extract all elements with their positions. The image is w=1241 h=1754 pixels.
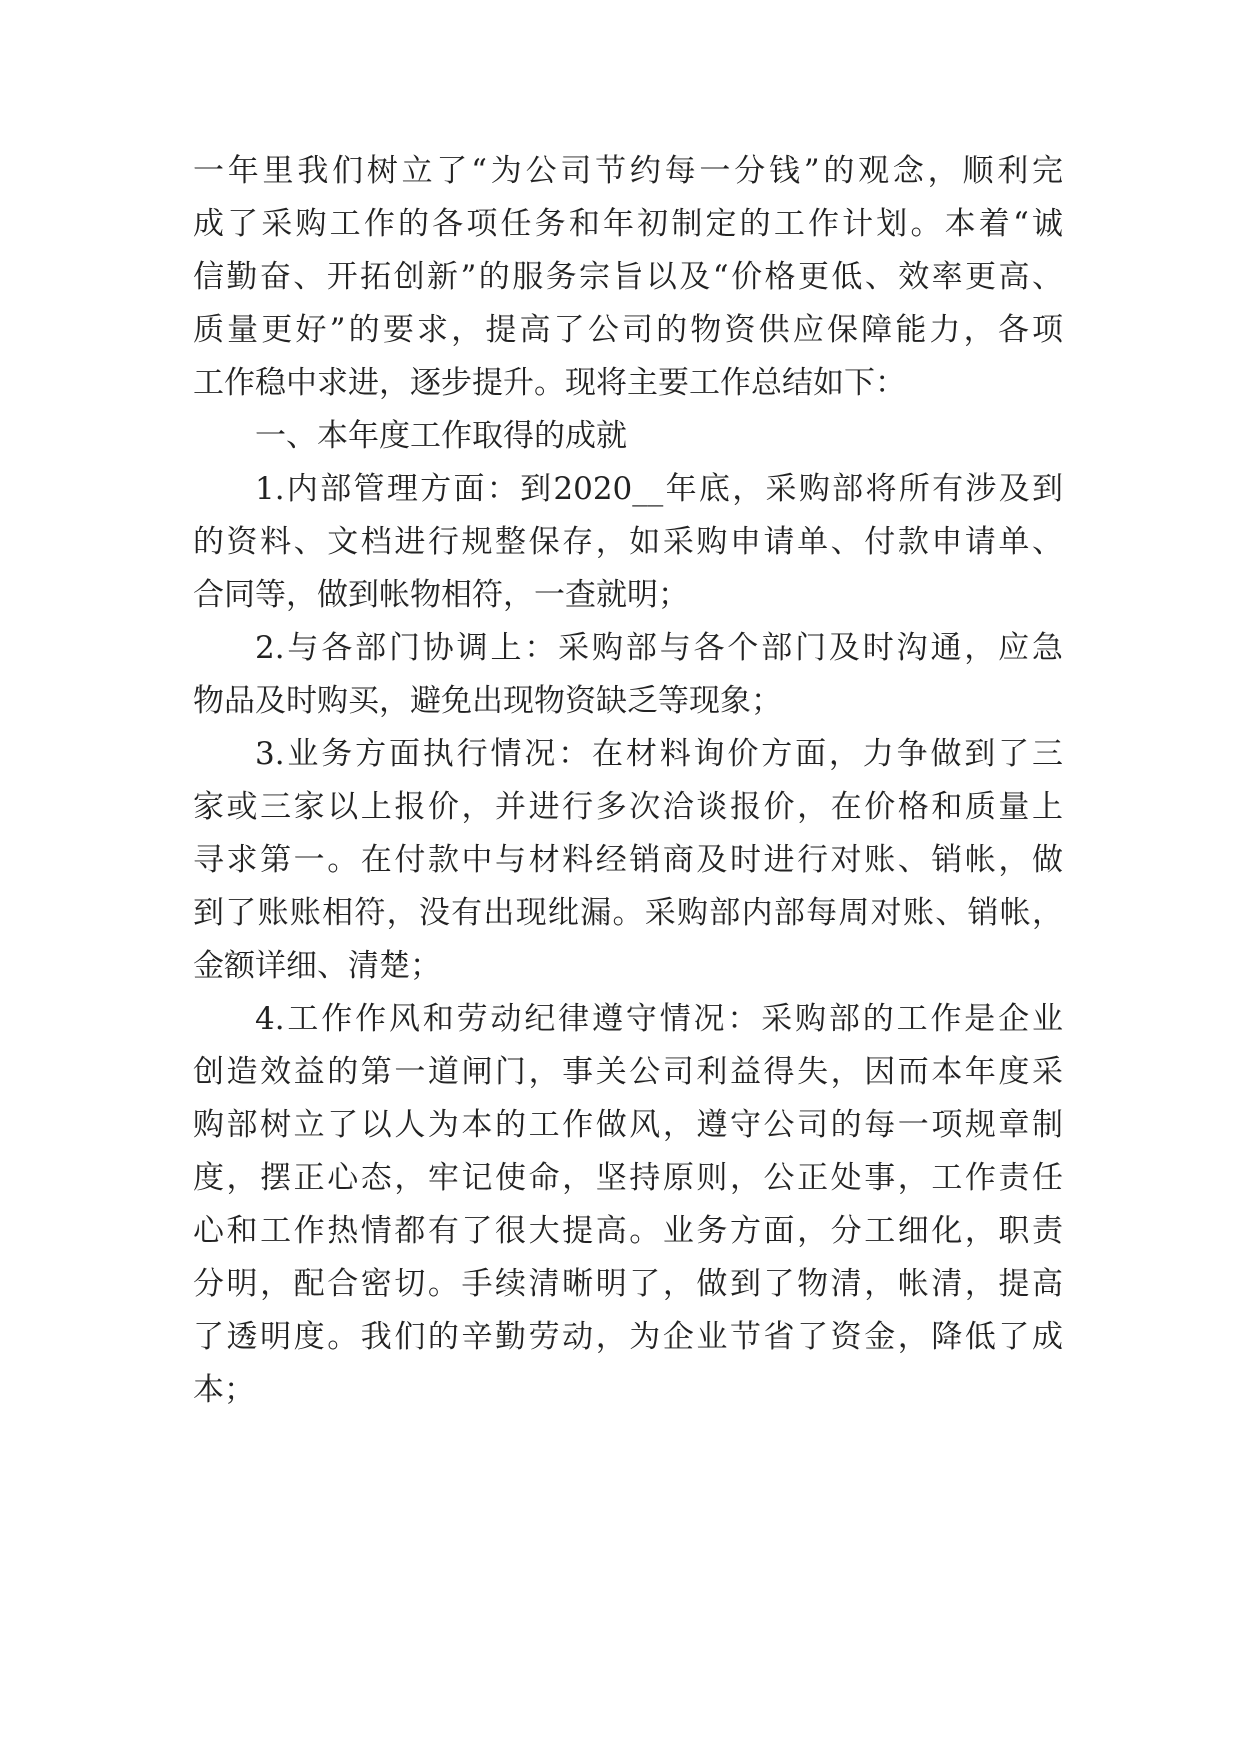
text-line: 了透明度。我们的辛勤劳动，为企业节省了资金，降低了成	[193, 1319, 1063, 1355]
text-line: 2.与各部门协调上：采购部与各个部门及时沟通，应急	[255, 630, 1063, 666]
text-line: 度，摆正心态，牢记使命，坚持原则，公正处事，工作责任	[193, 1160, 1063, 1196]
text-line: 寻求第一。在付款中与材料经销商及时进行对账、销帐，做	[193, 842, 1063, 878]
text-line: 物品及时购买，避免出现物资缺乏等现象；	[193, 683, 782, 719]
text-line: 成了采购工作的各项任务和年初制定的工作计划。本着“诚	[193, 206, 1063, 242]
text-line: 3.业务方面执行情况：在材料询价方面，力争做到了三	[255, 736, 1063, 772]
text-line: 到了账账相符，没有出现纰漏。采购部内部每周对账、销帐，	[193, 895, 1063, 931]
text-line: 工作稳中求进，逐步提升。现将主要工作总结如下：	[193, 365, 906, 401]
text-line: 4.工作作风和劳动纪律遵守情况：采购部的工作是企业	[255, 1001, 1063, 1037]
section-heading: 一、本年度工作取得的成就	[255, 418, 627, 454]
text-line: 金额详细、清楚；	[193, 948, 441, 984]
text-line: 一年里我们树立了“为公司节约每一分钱”的观念，顺利完	[193, 153, 1063, 189]
text-line: 心和工作热情都有了很大提高。业务方面，分工细化，职责	[193, 1213, 1063, 1249]
text-line: 本；	[193, 1372, 255, 1408]
text-line: 购部树立了以人为本的工作做风，遵守公司的每一项规章制	[193, 1107, 1063, 1143]
text-line: 质量更好”的要求，提高了公司的物资供应保障能力，各项	[193, 312, 1063, 348]
text-line: 分明，配合密切。手续清晰明了，做到了物清，帐清，提高	[193, 1266, 1063, 1302]
text-line: 1.内部管理方面：到2020__年底，采购部将所有涉及到	[255, 471, 1063, 507]
text-line: 创造效益的第一道闸门，事关公司利益得失，因而本年度采	[193, 1054, 1063, 1090]
text-line: 合同等，做到帐物相符，一查就明；	[193, 577, 689, 613]
text-line: 信勤奋、开拓创新”的服务宗旨以及“价格更低、效率更高、	[193, 259, 1063, 295]
text-line: 家或三家以上报价，并进行多次洽谈报价，在价格和质量上	[193, 789, 1063, 825]
text-line: 的资料、文档进行规整保存，如采购申请单、付款申请单、	[193, 524, 1063, 560]
